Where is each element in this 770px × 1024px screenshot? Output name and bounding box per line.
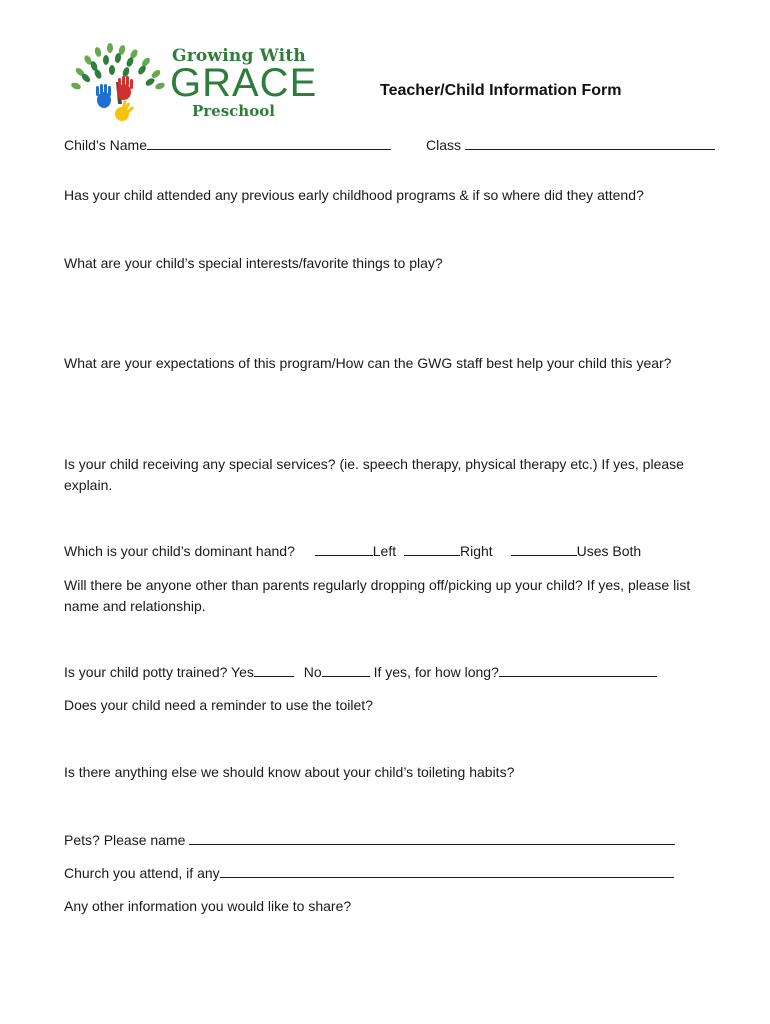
pets-row [64,831,675,848]
potty-how-long-label: If yes, for how long? [373,664,499,680]
previous-programs-question: Has your child attended any previous early childhood programs & if so where did they attend? [64,187,644,203]
church-row [64,864,674,881]
logo-text-grace: GRACE [170,61,318,105]
toileting-habits-question: Is there anything else we should know about your child’s toileting habits? [64,764,515,780]
right-hand-blank[interactable] [404,542,460,556]
both-hands-label: Uses Both [576,543,642,559]
potty-how-long-blank[interactable] [499,663,657,677]
form-title: Teacher/Child Information Form [380,82,622,99]
class-blank[interactable] [465,136,715,150]
dominant-hand-row [64,542,641,559]
yellow-handprint [115,100,134,121]
both-hands-blank[interactable] [511,542,577,556]
toilet-reminder-question: Does your child need a reminder to use the toilet? [64,697,373,713]
potty-no-blank[interactable] [322,663,370,677]
child-name-blank[interactable] [147,136,391,150]
church-blank[interactable] [220,864,674,878]
class-label: Class [426,137,462,153]
red-handprint [117,76,133,100]
logo-text-growing-with: Growing With [172,46,306,66]
interests-question: What are your child’s special interests/favorite things to play? [64,255,443,271]
potty-trained-label: Is your child potty trained? Yes [64,664,254,680]
church-label: Church you attend, if any [64,865,220,881]
dominant-hand-label: Which is your child’s dominant hand? [64,543,295,559]
school-logo [68,42,318,124]
pets-label: Pets? Please name [64,832,186,848]
potty-trained-row [64,663,657,680]
other-info-question: Any other information you would like to share? [64,898,352,914]
potty-no-label: No [303,664,322,680]
blue-handprint [96,84,111,108]
logo-text-preschool: Preschool [192,102,275,120]
left-hand-label: Left [372,543,397,559]
child-name-label: Child’s Name [64,137,147,153]
pets-blank[interactable] [189,831,675,845]
pickup-question: Will there be anyone other than parents regularly dropping off/picking up your child? If yes, please list name and relationship. [64,577,691,614]
child-name-row [64,136,391,153]
tree-handprints-icon [68,42,173,124]
special-services-question: Is your child receiving any special services? (ie. speech therapy, physical therapy etc.) If yes, please explain. [64,456,684,493]
expectations-question: What are your expectations of this program/How can the GWG staff best help your child this year? [64,355,672,371]
class-row [426,136,715,153]
right-hand-label: Right [460,543,493,559]
left-hand-blank[interactable] [315,542,373,556]
potty-yes-blank[interactable] [254,663,294,677]
